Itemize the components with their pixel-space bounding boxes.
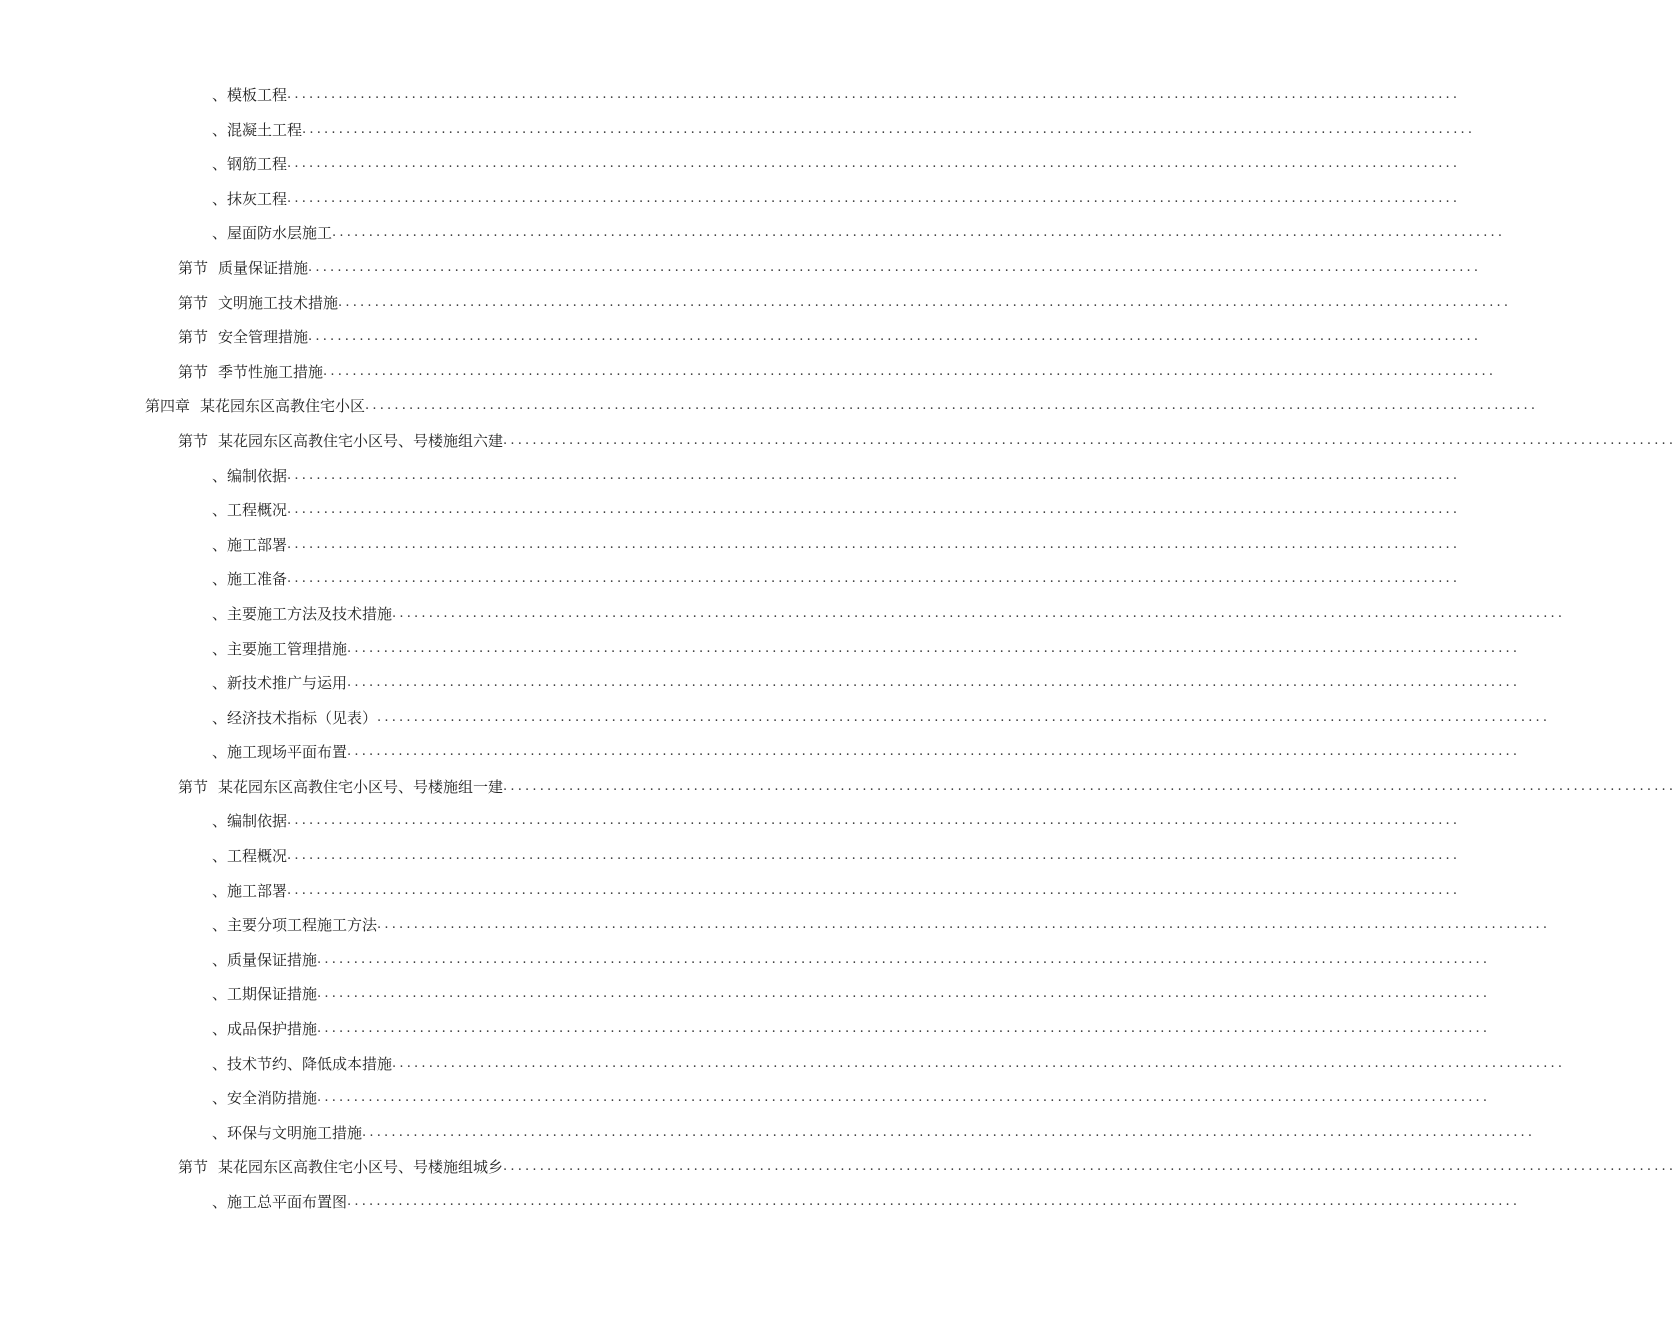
toc-entry-number: 、 [212,916,228,935]
toc-entry[interactable] [0,1047,1566,1082]
dot-leader: ................................................................................................................................................................ [392,1055,1566,1071]
toc-entry-title: 施工总平面布置图 [227,1193,348,1211]
dot-leader: ................................................................................................................................................................ [287,190,1461,206]
toc-entry[interactable] [0,804,1461,839]
dot-leader: ................................................................................................................................................................ [347,1194,1521,1209]
toc-entry-number: 、 [212,1054,228,1073]
toc-entry[interactable] [0,459,1461,494]
toc-entry-number: 第四章 [145,397,191,416]
toc-entry-number: 、 [212,708,228,727]
dot-leader: ................................................................................................................................................................ [308,259,1482,275]
toc-entry-number: 、 [212,950,228,969]
dot-leader: ................................................................................................................................................................ [287,848,1461,864]
toc-entry-title: 工程概况 [227,847,288,866]
toc-entry-title: 主要分项工程施工方法 [227,916,378,935]
toc-entry-title: 编制依据 [227,812,288,831]
dot-leader: ................................................................................................................................................................ [347,640,1521,656]
toc-entry-number: 第节 [178,258,209,277]
dot-leader: ................................................................................................................................................................ [347,744,1521,760]
toc-entry[interactable] [0,1185,1521,1220]
dot-leader: ................................................................................................................................................................ [362,1124,1536,1140]
toc-entry[interactable] [0,666,1521,701]
toc-entry-number: 第节 [178,293,209,312]
toc-entry-number: 、 [212,985,228,1004]
toc-entry[interactable] [0,770,1676,805]
toc-entry-title: 某花园东区高教住宅小区号、号楼施组城乡 [218,1158,504,1177]
toc-entry-number: 、 [212,1123,228,1142]
dot-leader: ................................................................................................................................................................ [302,121,1476,137]
dot-leader: ................................................................................................................................................................ [332,225,1506,241]
toc-entry[interactable] [0,251,1482,286]
toc-entry[interactable] [0,1081,1491,1116]
dot-leader: ................................................................................................................................................................ [287,571,1461,587]
dot-leader: ................................................................................................................................................................ [317,1090,1491,1106]
toc-entry[interactable] [0,1116,1536,1151]
toc-entry[interactable] [0,1150,1676,1185]
toc-entry-title: 施工准备 [227,570,288,589]
dot-leader: ................................................................................................................................................................ [377,917,1551,933]
toc-entry-title: 某花园东区高教住宅小区号、号楼施组六建 [218,431,504,450]
toc-entry-title: 环保与文明施工措施 [227,1123,363,1142]
toc-entry-number: 、 [212,847,228,866]
toc-entry[interactable] [0,908,1551,943]
toc-entry-number: 、 [212,120,228,139]
toc-entry-number: 、 [212,881,228,900]
toc-entry[interactable] [0,977,1491,1012]
toc-entry-number: 第节 [178,431,209,450]
toc-entry[interactable] [0,216,1506,251]
toc-entry[interactable] [0,147,1461,182]
dot-leader: ................................................................................................................................................................ [503,778,1676,794]
dot-leader: ................................................................................................................................................................ [317,986,1491,1002]
toc-entry-title: 新技术推广与运用 [227,674,348,693]
toc-entry-title: 编制依据 [227,466,288,485]
dot-leader: ................................................................................................................................................................ [392,605,1566,621]
toc-entry[interactable] [0,182,1461,217]
toc-entry[interactable] [0,839,1461,874]
toc-entry-number: 、 [212,570,228,589]
toc-entry-title: 工期保证措施 [227,985,318,1004]
toc-entry-number: 、 [212,535,228,554]
dot-leader: ................................................................................................................................................................ [338,294,1512,310]
dot-leader: ................................................................................................................................................................ [287,813,1461,829]
toc-entry-number: 、 [212,604,228,623]
toc-entry[interactable] [0,320,1482,355]
toc-entry-title: 安全消防措施 [227,1089,318,1108]
toc-entry-number: 第节 [178,362,209,381]
toc-entry[interactable] [0,735,1521,770]
toc-entry-title: 季节性施工措施 [218,362,324,381]
toc-entry-number: 、 [212,155,228,174]
toc-entry-title: 钢筋工程 [227,155,288,174]
toc-entry-number: 、 [212,812,228,831]
toc-entry-title: 某花园东区高教住宅小区号、号楼施组一建 [218,777,504,796]
toc-entry-title: 混凝土工程 [227,120,303,139]
toc-entry-title: 质量保证措施 [227,950,318,969]
toc-entry-number: 第节 [178,328,209,347]
toc-entry-title: 经济技术指标（见表） [227,708,378,727]
toc-entry-title: 抹灰工程 [227,189,288,208]
toc-entry-title: 主要施工方法及技术措施 [227,604,393,623]
toc-entry-number: 、 [212,189,228,208]
dot-leader: ................................................................................................................................................................ [323,363,1497,379]
dot-leader: ................................................................................................................................................................ [287,536,1461,552]
dot-leader: ................................................................................................................................................................ [287,87,1461,102]
dot-leader: ................................................................................................................................................................ [317,1021,1491,1037]
toc-entry[interactable] [0,113,1476,148]
toc-entry-title: 文明施工技术措施 [218,293,339,312]
toc-entry-title: 技术节约、降低成本措施 [227,1054,393,1073]
toc-entry-number: 、 [212,1193,228,1211]
toc-entry-title: 屋面防水层施工 [227,224,333,243]
toc-entry[interactable] [0,943,1491,978]
toc-entry[interactable] [0,389,1539,424]
toc-entry-number: 、 [212,501,228,520]
dot-leader: ................................................................................................................................................................ [287,156,1461,172]
toc-entry-number: 第节 [178,777,209,796]
toc-entry-title: 工程概况 [227,501,288,520]
dot-leader: ................................................................................................................................................................ [317,951,1491,967]
table-of-contents [0,78,1676,1220]
dot-leader: ................................................................................................................................................................ [287,467,1461,483]
toc-entry-number: 、 [212,224,228,243]
dot-leader: ................................................................................................................................................................ [503,432,1676,448]
toc-entry-title: 某花园东区高教住宅小区 [200,397,366,416]
dot-leader: ................................................................................................................................................................ [287,502,1461,518]
toc-entry[interactable] [0,528,1461,563]
toc-entry[interactable] [0,1012,1491,1047]
toc-entry[interactable] [0,632,1521,667]
toc-entry-title: 主要施工管理措施 [227,639,348,658]
toc-entry-number: 第节 [178,1158,209,1177]
dot-leader: ................................................................................................................................................................ [365,398,1539,414]
toc-entry-title: 模板工程 [227,86,288,104]
toc-entry-number: 、 [212,639,228,658]
dot-leader: ................................................................................................................................................................ [308,329,1482,345]
dot-leader: ................................................................................................................................................................ [377,709,1551,725]
toc-entry[interactable] [0,597,1566,632]
dot-leader: ................................................................................................................................................................ [503,1159,1676,1175]
toc-entry[interactable] [0,562,1461,597]
toc-entry-title: 质量保证措施 [218,258,309,277]
dot-leader: ................................................................................................................................................................ [287,882,1461,898]
toc-entry[interactable] [0,424,1676,459]
toc-entry-title: 施工部署 [227,535,288,554]
toc-entry-title: 施工部署 [227,881,288,900]
toc-entry-number: 、 [212,466,228,485]
toc-entry[interactable] [0,874,1461,909]
toc-entry[interactable] [0,355,1497,390]
toc-entry[interactable] [0,78,1461,113]
toc-entry[interactable] [0,701,1551,736]
toc-entry-number: 、 [212,1020,228,1039]
toc-entry-number: 、 [212,674,228,693]
toc-entry[interactable] [0,286,1512,321]
toc-entry-title: 安全管理措施 [218,328,309,347]
toc-entry-number: 、 [212,743,228,762]
toc-entry[interactable] [0,493,1461,528]
toc-entry-number: 、 [212,1089,228,1108]
toc-entry-number: 、 [212,86,228,104]
dot-leader: ................................................................................................................................................................ [347,675,1521,691]
toc-entry-title: 成品保护措施 [227,1020,318,1039]
toc-entry-title: 施工现场平面布置 [227,743,348,762]
